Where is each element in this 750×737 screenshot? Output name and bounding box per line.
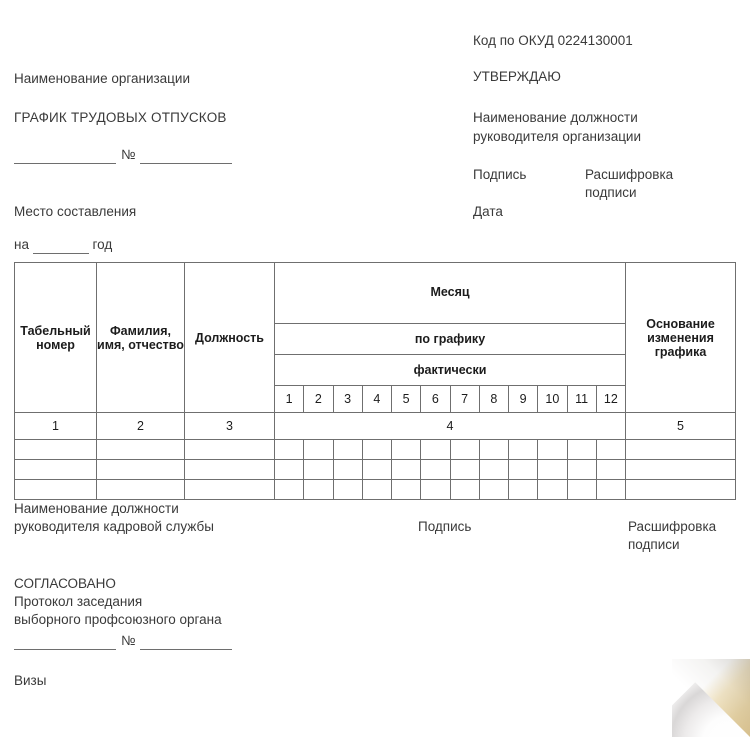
- cell-month-1[interactable]: [275, 460, 304, 480]
- cell-month-11[interactable]: [567, 480, 596, 500]
- month-cell-1: 1: [275, 386, 304, 413]
- agreed-block: [14, 575, 232, 650]
- protocol-number-blank-field[interactable]: [140, 636, 232, 650]
- cell-month-7[interactable]: [450, 460, 479, 480]
- head-position-line1: Наименование должности: [473, 110, 638, 125]
- protocol-date-blank-field[interactable]: [14, 636, 116, 650]
- th-by-schedule: по графику: [275, 324, 626, 355]
- table-row[interactable]: [15, 460, 736, 480]
- month-cell-7: 7: [450, 386, 479, 413]
- cell-position[interactable]: [185, 440, 275, 460]
- cell-month-4[interactable]: [362, 460, 391, 480]
- agreed-label: СОГЛАСОВАНО: [14, 576, 116, 591]
- year-blank-field[interactable]: [33, 240, 89, 254]
- footer-signature-decode-label: Расшифровка подписи: [628, 519, 717, 553]
- table-row[interactable]: [15, 480, 736, 500]
- month-cell-10: 10: [538, 386, 567, 413]
- num-reason: 5: [626, 413, 736, 440]
- month-cell-11: 11: [567, 386, 596, 413]
- vacation-schedule-table-wrapper: [14, 262, 735, 488]
- table-header-row-1: [15, 263, 736, 324]
- cell-month-12[interactable]: [596, 480, 625, 500]
- cell-month-7[interactable]: [450, 440, 479, 460]
- th-personnel-number: Табельный номер: [15, 263, 97, 413]
- cell-full-name[interactable]: [97, 460, 185, 480]
- cell-reason[interactable]: [626, 440, 736, 460]
- cell-month-6[interactable]: [421, 440, 450, 460]
- month-cell-2: 2: [304, 386, 333, 413]
- cell-month-4[interactable]: [362, 480, 391, 500]
- month-cell-3: 3: [333, 386, 362, 413]
- month-cell-12: 12: [596, 386, 625, 413]
- cell-month-3[interactable]: [333, 460, 362, 480]
- cell-position[interactable]: [185, 460, 275, 480]
- cell-month-9[interactable]: [509, 460, 538, 480]
- document-title: ГРАФИК ТРУДОВЫХ ОТПУСКОВ: [14, 110, 227, 125]
- okud-code-label: Код по ОКУД 0224130001: [473, 33, 633, 48]
- cell-position[interactable]: [185, 480, 275, 500]
- hr-position-line1: Наименование должности: [14, 501, 179, 516]
- cell-month-6[interactable]: [421, 480, 450, 500]
- num-name: 2: [97, 413, 185, 440]
- cell-month-10[interactable]: [538, 460, 567, 480]
- number-sign: №: [121, 147, 136, 162]
- year-prefix-label: на: [14, 237, 29, 252]
- num-position: 3: [185, 413, 275, 440]
- number-blank-field[interactable]: [140, 150, 232, 164]
- place-of-compilation-label: Место составления: [14, 204, 137, 219]
- vacation-schedule-table: [14, 262, 736, 500]
- page-curl-decoration: [672, 659, 750, 737]
- header-signature-label: Подпись: [473, 167, 527, 182]
- document-number-line: [14, 146, 232, 164]
- cell-month-11[interactable]: [567, 460, 596, 480]
- month-cell-8: 8: [479, 386, 508, 413]
- num-personnel: 1: [15, 413, 97, 440]
- cell-personnel-number[interactable]: [15, 480, 97, 500]
- approve-label: УТВЕРЖДАЮ: [473, 69, 561, 84]
- protocol-number-sign: №: [121, 632, 136, 648]
- cell-month-9[interactable]: [509, 440, 538, 460]
- month-cell-6: 6: [421, 386, 450, 413]
- organization-name-label: Наименование организации: [14, 71, 190, 86]
- cell-full-name[interactable]: [97, 480, 185, 500]
- page-curl-shadow: [672, 659, 750, 737]
- cell-month-8[interactable]: [479, 440, 508, 460]
- num-month: 4: [275, 413, 626, 440]
- hr-position-block: [14, 500, 214, 536]
- cell-reason[interactable]: [626, 480, 736, 500]
- hr-position-line2: руководителя кадровой службы: [14, 519, 214, 535]
- th-reason: Основание изменения графика: [626, 263, 736, 413]
- cell-month-1[interactable]: [275, 480, 304, 500]
- date-blank-field[interactable]: [14, 150, 116, 164]
- cell-month-2[interactable]: [304, 460, 333, 480]
- cell-month-9[interactable]: [509, 480, 538, 500]
- page-curl-fold: [672, 682, 750, 737]
- cell-personnel-number[interactable]: [15, 440, 97, 460]
- cell-month-12[interactable]: [596, 440, 625, 460]
- cell-month-3[interactable]: [333, 480, 362, 500]
- header-signature-decode-label: Расшифровка подписи: [585, 167, 674, 201]
- th-full-name: Фамилия, имя, отчество: [97, 263, 185, 413]
- cell-month-8[interactable]: [479, 460, 508, 480]
- year-suffix-label: год: [92, 237, 113, 252]
- cell-month-10[interactable]: [538, 480, 567, 500]
- year-line: [14, 236, 112, 254]
- th-position: Должность: [185, 263, 275, 413]
- cell-full-name[interactable]: [97, 440, 185, 460]
- footer-signature-label: Подпись: [418, 519, 472, 534]
- cell-personnel-number[interactable]: [15, 460, 97, 480]
- cell-reason[interactable]: [626, 460, 736, 480]
- cell-month-5[interactable]: [392, 480, 421, 500]
- month-cell-5: 5: [392, 386, 421, 413]
- protocol-line2: выборного профсоюзного органа: [14, 612, 222, 628]
- cell-month-12[interactable]: [596, 460, 625, 480]
- cell-month-4[interactable]: [362, 440, 391, 460]
- cell-month-3[interactable]: [333, 440, 362, 460]
- cell-month-2[interactable]: [304, 480, 333, 500]
- cell-month-6[interactable]: [421, 460, 450, 480]
- cell-month-11[interactable]: [567, 440, 596, 460]
- cell-month-2[interactable]: [304, 440, 333, 460]
- header-date-label: Дата: [473, 204, 503, 219]
- month-cell-9: 9: [509, 386, 538, 413]
- protocol-line1: Протокол заседания: [14, 594, 143, 610]
- th-month: Месяц: [275, 263, 626, 324]
- cell-month-5[interactable]: [392, 460, 421, 480]
- cell-month-1[interactable]: [275, 440, 304, 460]
- table-numbering-row: [15, 413, 736, 440]
- visas-label: Визы: [14, 673, 47, 688]
- month-cell-4: 4: [362, 386, 391, 413]
- head-position-line2: руководителя организации: [473, 129, 642, 144]
- cell-month-8[interactable]: [479, 480, 508, 500]
- cell-month-5[interactable]: [392, 440, 421, 460]
- cell-month-10[interactable]: [538, 440, 567, 460]
- page-curl-underside: [672, 659, 750, 737]
- table-row[interactable]: [15, 440, 736, 460]
- protocol-number-line: [14, 632, 232, 650]
- cell-month-7[interactable]: [450, 480, 479, 500]
- th-actual: фактически: [275, 355, 626, 386]
